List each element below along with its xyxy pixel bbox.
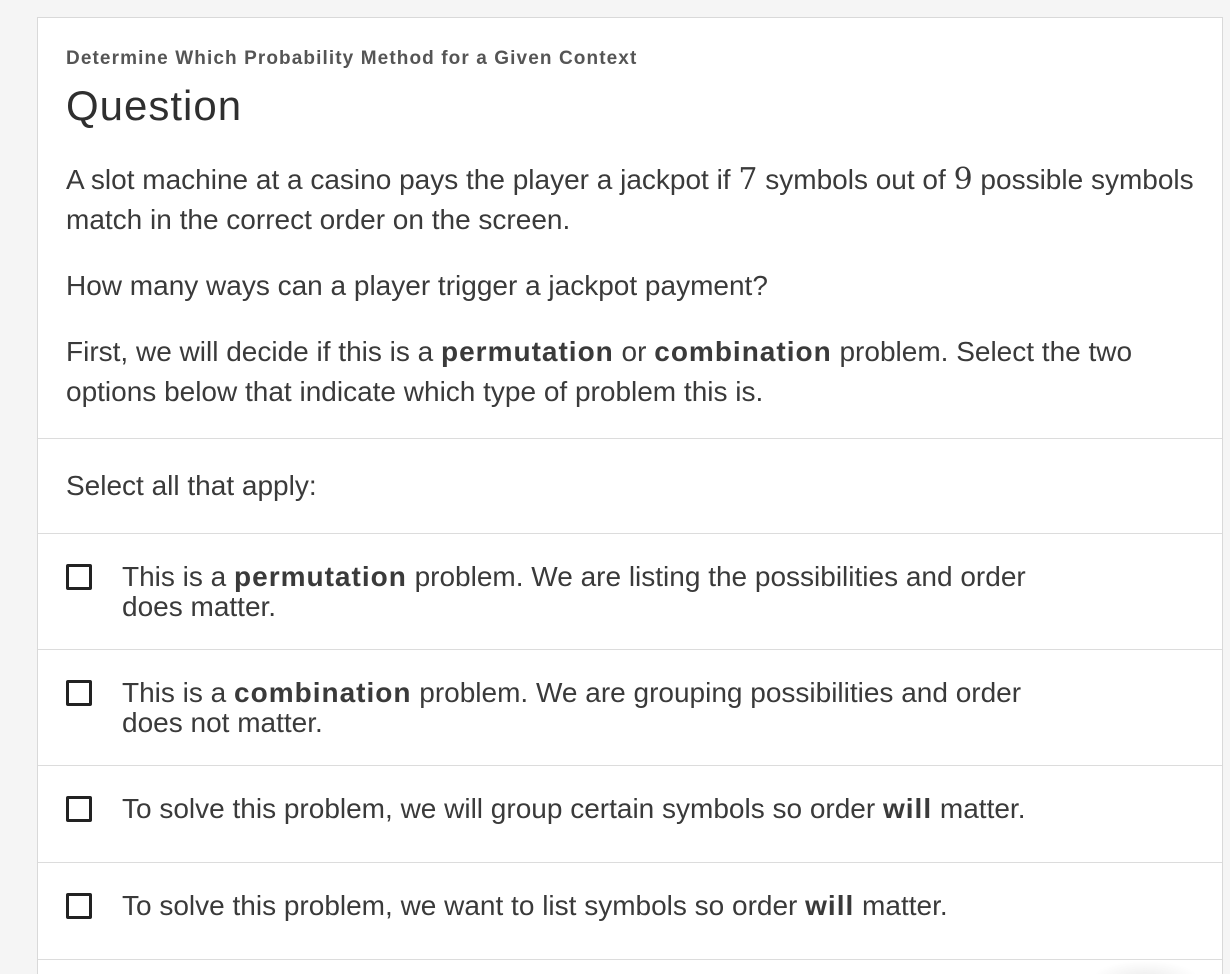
option-text-a: This is a: [122, 677, 235, 708]
option-keyword: permutation: [234, 561, 407, 592]
checkbox[interactable]: [66, 893, 92, 919]
keyword-combination: combination: [654, 336, 832, 367]
option-keyword: will: [805, 890, 855, 921]
option-text-a: This is a: [122, 561, 235, 592]
option-label: [122, 562, 1082, 622]
question-title: Question: [66, 82, 243, 129]
option-keyword: will: [882, 793, 933, 824]
option-label: [122, 891, 948, 921]
question-paragraph-1: [66, 160, 1194, 240]
question-paragraph-3: [66, 332, 1194, 412]
option-list-symbols[interactable]: [38, 863, 1222, 960]
option-combination[interactable]: [38, 650, 1222, 766]
checkbox[interactable]: [66, 680, 92, 706]
option-label: [122, 794, 1025, 824]
para1-text-a: A slot machine at a casino pays the player a jackpot if: [66, 164, 739, 195]
option-text-b: matter.: [854, 890, 948, 921]
select-all-prompt: Select all that apply:: [38, 439, 1222, 534]
math-number-7: 7: [738, 162, 758, 197]
question-header: [38, 18, 1222, 439]
para3-text-a: First, we will decide if this is a: [66, 336, 441, 367]
checkbox[interactable]: [66, 796, 92, 822]
checkbox[interactable]: [66, 564, 92, 590]
option-keyword: combination: [234, 677, 412, 708]
keyword-permutation: permutation: [441, 336, 614, 367]
question-subtitle: Determine Which Probability Method for a Given Context: [66, 48, 638, 69]
para1-text-b: symbols out of: [757, 164, 954, 195]
para3-text-b: or: [613, 336, 655, 367]
option-text-b: problem. We are listing the possibilities and order does matter.: [122, 561, 1026, 622]
option-permutation[interactable]: [38, 534, 1222, 650]
option-text-a: To solve this problem, we will group certain symbols so order: [122, 793, 883, 824]
option-text-b: problem. We are grouping possibilities and order does not matter.: [122, 677, 1022, 738]
option-text-b: matter.: [932, 793, 1026, 824]
para1-text-c: possible symbols match in the correct order on the screen.: [66, 164, 1194, 235]
math-number-9: 9: [953, 162, 973, 197]
option-label: [122, 678, 1082, 738]
option-text-a: To solve this problem, we want to list symbols so order: [122, 890, 806, 921]
question-paragraph-2: How many ways can a player trigger a jackpot payment?: [66, 270, 768, 301]
question-card: [37, 17, 1223, 974]
para3-text-c: problem. Select the two options below that indicate which type of problem this is.: [66, 336, 1133, 407]
option-group-symbols[interactable]: [38, 766, 1222, 863]
